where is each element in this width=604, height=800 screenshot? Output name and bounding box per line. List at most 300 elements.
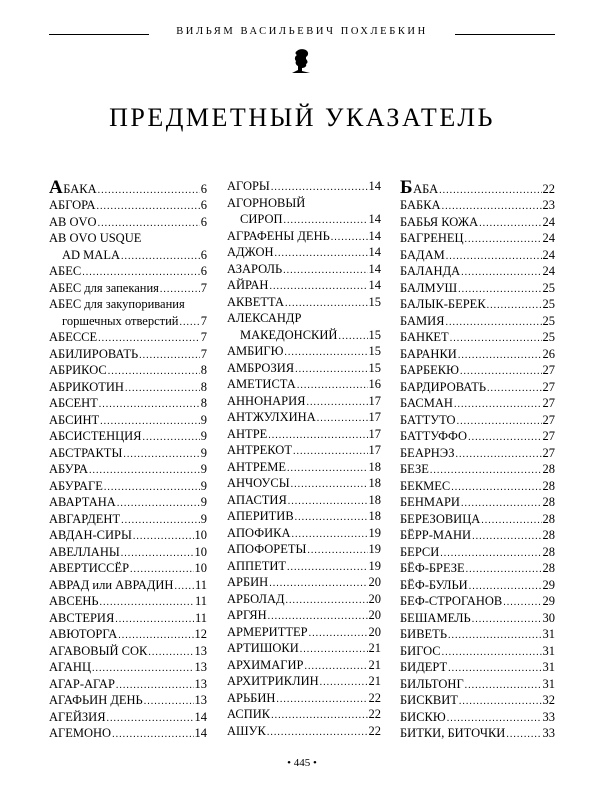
page-number: • 445 • <box>287 757 317 769</box>
dot-leader <box>98 181 200 200</box>
entry-page-number: 31 <box>542 660 555 674</box>
entry-page-number: 9 <box>200 495 207 509</box>
dot-leader <box>295 510 368 527</box>
index-entry <box>400 280 555 297</box>
entry-page-number: 21 <box>368 674 381 688</box>
entry-term-text: АБА <box>413 182 439 196</box>
entry-page-number: 25 <box>542 330 555 344</box>
entry-term-text: АБЕС для запекания <box>49 280 159 295</box>
dot-leader <box>107 711 194 728</box>
index-entry <box>400 659 555 676</box>
entry-page-number: 25 <box>542 297 555 311</box>
index-entry <box>227 310 381 327</box>
dot-leader <box>288 494 368 511</box>
dot-leader <box>300 642 368 659</box>
entry-term <box>400 461 429 478</box>
dot-leader <box>293 444 368 461</box>
entry-page-number: 14 <box>194 709 207 724</box>
entry-term <box>227 624 308 641</box>
dot-leader <box>450 331 542 348</box>
dot-leader <box>487 298 542 315</box>
index-entry <box>400 313 555 330</box>
entry-page-number: 6 <box>200 182 207 196</box>
index-entry <box>49 709 207 726</box>
entry-term-text: АВЕРТИССЁР <box>49 561 130 575</box>
page-title: ПРЕДМЕТНЫЙ УКАЗАТЕЛЬ <box>109 103 495 132</box>
entry-term <box>49 560 129 577</box>
dot-leader <box>307 543 367 560</box>
index-column-2 <box>227 178 381 738</box>
entry-term-text: АБЕС <box>49 264 82 278</box>
index-entry <box>227 723 381 740</box>
entry-term-text: АЛЕКСАНДР <box>227 311 302 325</box>
entry-term <box>49 329 97 346</box>
entry-page-number: 22 <box>368 723 381 738</box>
index-entry-continuation <box>49 247 207 264</box>
dot-leader <box>338 329 367 346</box>
index-column-3 <box>400 178 555 738</box>
dot-leader <box>271 708 367 725</box>
entry-term-text: БИГОС <box>400 643 441 658</box>
dot-leader <box>503 595 541 612</box>
entry-term <box>49 263 81 280</box>
entry-term <box>49 527 132 544</box>
entry-term <box>227 640 299 657</box>
dot-leader <box>472 529 541 546</box>
entry-term-text: БАМИЯ <box>400 313 445 328</box>
dot-leader <box>446 315 542 332</box>
dot-leader <box>97 199 200 216</box>
dot-leader <box>287 560 367 577</box>
index-entry-continuation <box>49 313 207 330</box>
index-entry <box>227 409 381 426</box>
entry-term <box>227 706 270 723</box>
entry-term <box>400 296 486 313</box>
index-entry <box>227 442 381 459</box>
index-entry <box>227 475 381 492</box>
dot-leader <box>284 345 367 362</box>
entry-page-number: 31 <box>542 676 555 691</box>
index-entry <box>400 725 555 742</box>
entry-term <box>400 527 471 544</box>
entry-page-number: 14 <box>368 245 381 259</box>
entry-page-number: 28 <box>542 544 555 559</box>
dot-leader <box>125 381 200 398</box>
index-entry <box>227 492 381 509</box>
dot-leader <box>123 447 199 464</box>
index-entry <box>400 676 555 693</box>
entry-term-text: АРХИТРИКЛИН <box>227 674 319 688</box>
entry-term-text: БАДАМ <box>400 247 445 262</box>
entry-term <box>400 643 441 660</box>
entry-term-text: АГАФЬИН ДЕНЬ <box>49 693 143 707</box>
index-entry <box>227 376 381 393</box>
index-entry <box>49 346 207 363</box>
entry-continuation-text: AD MALA <box>62 247 120 262</box>
entry-page-number: 31 <box>542 643 555 658</box>
entry-term <box>49 593 99 610</box>
entry-term <box>49 610 114 627</box>
entry-page-number: 10 <box>194 528 207 542</box>
dot-leader <box>465 232 542 249</box>
entry-page-number: 14 <box>368 212 381 226</box>
entry-term-text: АВЮТОРГА <box>49 627 118 641</box>
entry-term-text: БЕКМЕС <box>400 478 451 493</box>
dot-leader <box>148 645 193 662</box>
index-entry <box>49 593 207 610</box>
index-entry <box>400 346 555 363</box>
entry-term <box>400 197 441 214</box>
entry-page-number: 27 <box>542 445 555 460</box>
index-entry <box>400 461 555 478</box>
index-entry <box>49 494 207 511</box>
entry-term-text: АРЬБИН <box>227 690 276 705</box>
index-entry <box>227 525 381 542</box>
entry-page-number: 11 <box>194 610 207 625</box>
entry-term-text: АМЕТИСТА <box>227 377 296 391</box>
entry-term <box>400 178 438 199</box>
entry-page-number: 27 <box>542 379 555 394</box>
dot-leader <box>291 477 368 494</box>
index-entry <box>400 379 555 396</box>
entry-term <box>400 593 502 610</box>
index-entry <box>400 560 555 577</box>
dot-leader <box>115 612 194 629</box>
index-entry <box>227 178 381 195</box>
index-entry <box>400 643 555 660</box>
index-entry <box>49 659 207 676</box>
entry-term <box>400 511 480 528</box>
entry-term-text: АБЕС для закупоривания <box>49 297 185 311</box>
entry-page-number: 8 <box>200 379 207 394</box>
entry-page-number: 17 <box>368 393 381 408</box>
entry-term-text: АНТРЕ <box>227 426 268 441</box>
entry-term <box>400 544 439 561</box>
index-entry <box>49 379 207 396</box>
entry-term <box>227 310 301 327</box>
entry-term <box>400 428 467 445</box>
entry-page-number: 18 <box>368 492 381 507</box>
entry-term <box>227 244 274 261</box>
header-rule-right <box>455 34 555 35</box>
entry-term-text: БАТТУТО <box>400 412 456 427</box>
entry-term-text: АНТЖУЛХИНА <box>227 410 316 424</box>
entry-term-text: АМБРОЗИЯ <box>227 360 295 375</box>
dot-leader <box>459 694 542 711</box>
entry-term <box>227 376 296 393</box>
entry-term <box>400 280 457 297</box>
index-entry <box>227 640 381 657</box>
entry-term-text: АБСТРАКТЫ <box>49 445 123 460</box>
dot-leader <box>275 246 368 263</box>
entry-term-text: АННОНАРИЯ <box>227 393 306 408</box>
dot-leader <box>487 381 541 398</box>
entry-term-text: БАТТУФФО <box>400 429 468 443</box>
entry-term-text: БАРДИРОВАТЬ <box>400 379 487 394</box>
entry-page-number: 33 <box>542 726 555 740</box>
entry-page-number: 29 <box>542 577 555 592</box>
entry-term <box>400 346 457 363</box>
entry-page-number: 13 <box>194 676 207 691</box>
entry-term <box>400 709 446 726</box>
entry-term-text: БАБКА <box>400 198 441 212</box>
entry-term <box>49 626 117 643</box>
entry-term-text: АПЕРИТИВ <box>227 509 294 523</box>
entry-page-number: 24 <box>542 247 555 262</box>
index-entry-continuation <box>227 327 381 344</box>
index-entry-continuation <box>227 211 381 228</box>
entry-term-text: БАСМАН <box>400 396 453 410</box>
entry-page-number: 9 <box>200 429 207 443</box>
index-entry <box>227 591 381 608</box>
entry-term <box>49 412 99 429</box>
entry-term <box>400 725 505 742</box>
entry-page-number: 17 <box>368 410 381 424</box>
index-entry <box>227 360 381 377</box>
entry-term <box>227 393 305 410</box>
entry-term <box>400 395 453 412</box>
entry-term <box>227 195 305 212</box>
entry-page-number: 17 <box>368 426 381 441</box>
index-entry <box>227 426 381 443</box>
index-entry <box>49 478 207 495</box>
entry-term <box>400 676 464 693</box>
entry-page-number: 15 <box>368 360 381 375</box>
entry-term <box>227 541 306 558</box>
index-entry <box>49 178 207 197</box>
entry-page-number: 30 <box>542 610 555 625</box>
entry-term <box>49 362 107 379</box>
dot-leader <box>121 513 200 530</box>
entry-term <box>227 558 286 575</box>
entry-page-number: 20 <box>368 575 381 589</box>
entry-page-number: 9 <box>200 412 207 427</box>
entry-page-number: 29 <box>542 594 555 608</box>
entry-term <box>227 607 267 624</box>
entry-page-number: 33 <box>542 709 555 724</box>
index-entry <box>227 393 381 410</box>
entry-page-number: 13 <box>194 693 207 707</box>
entry-term-text: AB OVO <box>49 214 97 229</box>
entry-term-text: АРГЯН <box>227 608 267 622</box>
entry-page-number: 28 <box>542 528 555 542</box>
index-entry <box>49 445 207 462</box>
index-entry <box>49 263 207 280</box>
index-entry <box>400 395 555 412</box>
entry-page-number: 13 <box>194 643 207 658</box>
entry-term <box>49 197 96 214</box>
entry-page-number: 13 <box>194 660 207 674</box>
entry-page-number: 9 <box>200 511 207 526</box>
entry-term <box>227 690 275 707</box>
index-entry <box>400 544 555 561</box>
entry-page-number: 18 <box>368 509 381 523</box>
entry-term <box>227 673 319 690</box>
entry-page-number: 20 <box>368 608 381 622</box>
entry-term <box>49 659 91 676</box>
entry-term-text: АВДАН-СИРЫ <box>49 528 132 542</box>
entry-term <box>400 247 445 264</box>
entry-term-text: АБЕССЕ <box>49 330 98 344</box>
entry-term-text: АВРАД или АВРАДИН <box>49 577 174 592</box>
running-header: ВИЛЬЯМ ВАСИЛЬЕВИЧ ПОХЛЕБКИН <box>176 26 428 37</box>
entry-term-text: АПОФИКА <box>227 525 291 540</box>
entry-page-number: 15 <box>368 327 381 342</box>
entry-term-text: БАРАНКИ <box>400 346 457 361</box>
entry-continuation-text: горшечных отверстий <box>62 313 179 328</box>
dot-leader <box>331 230 368 247</box>
entry-page-number: 14 <box>368 228 381 243</box>
entry-term <box>49 709 106 726</box>
entry-term <box>227 442 292 459</box>
entry-term-text: АБРИКОТИН <box>49 379 124 394</box>
entry-page-number: 19 <box>368 558 381 573</box>
index-entry <box>400 610 555 627</box>
entry-term-text: АБУРА <box>49 462 88 476</box>
entry-page-number: 19 <box>368 525 381 540</box>
entry-page-number: 25 <box>542 313 555 328</box>
index-entry <box>227 706 381 723</box>
entry-term <box>400 313 445 330</box>
entry-term-text: АГЕМОНО <box>49 726 112 740</box>
entry-term <box>400 577 468 594</box>
entry-term-text: БЕРЕЗОВИЦА <box>400 511 481 526</box>
index-entry <box>227 261 381 278</box>
index-entry <box>400 329 555 346</box>
index-entry <box>49 395 207 412</box>
entry-term-text: АБСИНТ <box>49 412 100 427</box>
index-entry <box>49 511 207 528</box>
entry-term-text: АРТИШОКИ <box>227 641 299 655</box>
dot-leader <box>454 397 542 414</box>
entry-term <box>227 343 283 360</box>
entry-page-number: 6 <box>200 198 207 212</box>
entry-term-text: БЕАРНЭЗ <box>400 445 455 460</box>
entry-page-number: 27 <box>542 429 555 443</box>
entry-term <box>49 346 138 363</box>
entry-term <box>49 478 103 495</box>
entry-term-text: АДЖОН <box>227 245 274 259</box>
entry-term <box>400 560 465 577</box>
entry-page-number: 21 <box>368 641 381 655</box>
entry-term <box>400 362 459 379</box>
dot-leader <box>276 692 367 709</box>
index-entry <box>400 197 555 214</box>
index-entry <box>400 626 555 643</box>
entry-term-text: АНЧОУСЫ <box>227 476 290 490</box>
entry-page-number: 31 <box>542 627 555 641</box>
index-entry <box>49 197 207 214</box>
entry-term-text: АГРАФЕНЫ ДЕНЬ <box>227 228 330 243</box>
index-entry <box>400 412 555 429</box>
index-entry <box>49 676 207 693</box>
entry-term-text: БАЛЫК-БЕРЕК <box>400 297 486 311</box>
entry-page-number: 9 <box>200 445 207 460</box>
entry-term <box>49 296 185 313</box>
index-entry <box>227 690 381 707</box>
entry-page-number: 28 <box>542 462 555 476</box>
entry-page-number: 10 <box>194 561 207 575</box>
entry-term-text: АКВЕТТА <box>227 294 285 309</box>
chef-silhouette-icon <box>286 48 316 74</box>
entry-term-text: АГАВОВЫЙ СОК <box>49 643 148 658</box>
index-entry <box>49 626 207 643</box>
index-entry <box>49 214 207 231</box>
entry-term-text: БЕЗЕ <box>400 462 429 476</box>
dot-leader <box>89 463 200 480</box>
entry-term-text: БАНКЕТ <box>400 330 449 344</box>
entry-term <box>49 280 159 297</box>
index-entry <box>49 544 207 561</box>
index-entry <box>49 527 207 544</box>
dot-leader <box>267 725 368 742</box>
dot-leader <box>104 480 200 497</box>
entry-term-text: БЕФ-СТРОГАНОВ <box>400 594 503 608</box>
entry-page-number: 9 <box>200 478 207 493</box>
dot-leader <box>174 579 193 596</box>
entry-page-number: 21 <box>368 657 381 672</box>
index-column-1 <box>49 178 207 738</box>
entry-term <box>400 412 456 429</box>
entry-page-number: 24 <box>542 264 555 278</box>
entry-term-text: БИСКВИТ <box>400 693 458 707</box>
entry-term-text: АВАРТАНА <box>49 495 116 509</box>
entry-term <box>49 428 142 445</box>
dot-leader <box>456 447 542 464</box>
entry-term-text: АБСИСТЕНЦИЯ <box>49 429 142 443</box>
dot-leader <box>506 727 541 744</box>
index-entry <box>227 673 381 690</box>
entry-term <box>227 723 266 740</box>
index-entry <box>400 214 555 231</box>
index-entry <box>400 692 555 709</box>
entry-term-text: БАГРЕНЕЦ <box>400 231 464 245</box>
entry-page-number: 27 <box>542 412 555 427</box>
dot-leader <box>143 430 200 447</box>
dot-leader <box>466 562 542 579</box>
dot-leader <box>297 378 368 395</box>
index-entry <box>400 511 555 528</box>
entry-term-text: БЕРСИ <box>400 544 440 559</box>
entry-term-text: БАБЬЯ КОЖА <box>400 214 479 229</box>
index-entry <box>400 178 555 197</box>
entry-term-text: БАРБЕКЮ <box>400 363 459 377</box>
entry-term-text: АГОРЫ <box>227 179 270 193</box>
entry-term <box>400 329 449 346</box>
dot-leader <box>468 430 541 447</box>
dot-leader <box>99 397 200 414</box>
entry-term-text: БАЛМУШ <box>400 280 458 295</box>
entry-page-number: 6 <box>200 264 207 278</box>
dot-leader <box>286 593 368 610</box>
entry-page-number: 7 <box>200 330 207 344</box>
entry-term-text: АРБОЛАД <box>227 591 285 606</box>
entry-term <box>49 577 173 594</box>
index-entry <box>227 343 381 360</box>
entry-term-text: АБСЕНТ <box>49 396 98 410</box>
entry-term <box>49 445 122 462</box>
entry-term <box>49 214 97 231</box>
index-entry <box>400 445 555 462</box>
entry-term <box>227 492 287 509</box>
header-rule-left <box>49 34 149 35</box>
index-entry <box>49 230 207 247</box>
dot-leader <box>479 216 541 233</box>
entry-page-number: 11 <box>194 577 207 592</box>
entry-term-text: АГАНЦ <box>49 660 91 674</box>
dot-leader <box>320 675 368 692</box>
index-entry <box>49 692 207 709</box>
